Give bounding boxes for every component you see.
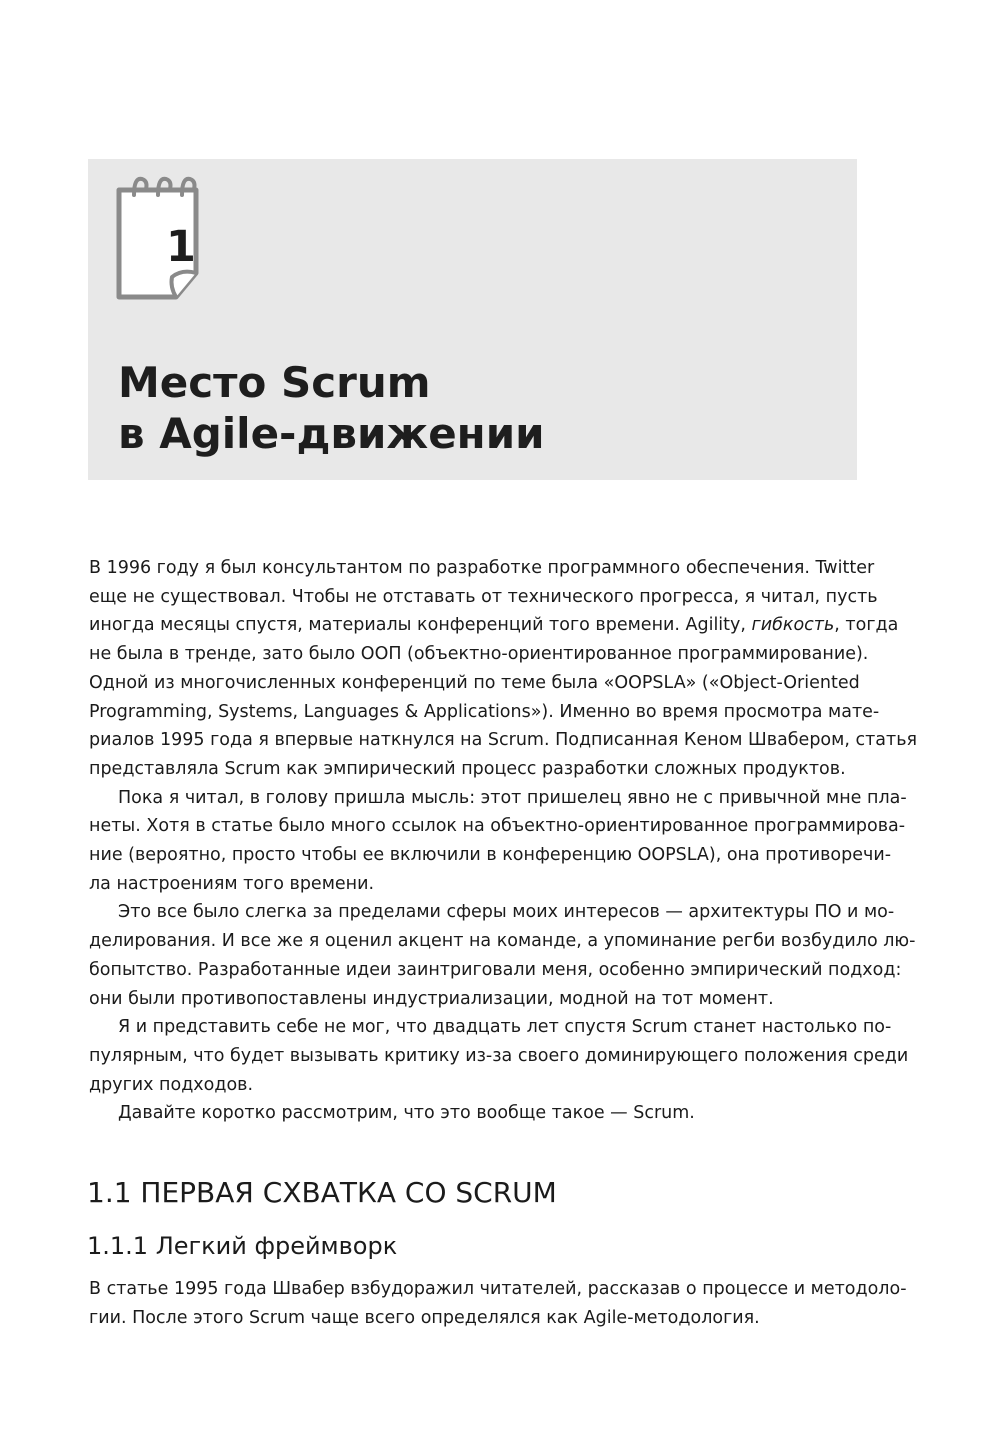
- text-line: риалов 1995 года я впервые наткнулся на Scrum. Подписанная Кеном Швабером, статья: [89, 730, 918, 751]
- paragraph: [89, 1013, 909, 1099]
- text-line: делирования. И все же я оценил акцент на команде, а упоминание регби возбудило лю-: [89, 931, 916, 952]
- text-line: ла настроениям того времени.: [89, 873, 375, 894]
- text-line: не была в тренде, зато было ООП (объектно-ориентированное программирование).: [89, 644, 869, 665]
- text-line: Я и представить себе не мог, что двадцать лет спустя Scrum станет настолько по-: [118, 1017, 892, 1038]
- chapter-number: 1: [166, 222, 196, 272]
- paragraph: [89, 554, 918, 784]
- text-line: неты. Хотя в статье было много ссылок на объектно-ориентированное программирова-: [89, 816, 906, 837]
- text-line: они были противопоставлены индустриализации, модной на тот момент.: [89, 988, 774, 1009]
- chapter-title-line: Место Scrum: [118, 358, 431, 407]
- text-line: Одной из многочисленных конференций по теме была «OOPSLA» («Object-Oriented: [89, 672, 860, 693]
- chapter-header: [88, 159, 857, 480]
- intro-text: [89, 554, 918, 1128]
- text-line: представляла Scrum как эмпирический процесс разработки сложных продуктов.: [89, 758, 846, 779]
- text-line: [89, 611, 899, 640]
- paragraph: [89, 784, 907, 899]
- text-line: В статье 1995 года Швабер взбудоражил читателей, рассказав о процессе и методоло-: [89, 1279, 907, 1299]
- text-line: Пока я читал, в голову пришла мысль: этот пришелец явно не с привычной мне пла-: [118, 787, 907, 808]
- text-line: гии. После этого Scrum чаще всего определялся как Agile-методология.: [89, 1307, 760, 1328]
- chapter-title: [118, 357, 545, 459]
- text-line: бопытство. Разработанные идеи заинтриговали меня, особенно эмпирический подход:: [89, 959, 902, 980]
- text-line: Давайте коротко рассмотрим, что это вообще такое — Scrum.: [118, 1103, 695, 1124]
- section-text: [89, 1275, 907, 1332]
- text-line: других подходов.: [89, 1074, 254, 1095]
- chapter-title-line: в Agile-движении: [118, 409, 545, 458]
- paragraph: [89, 898, 916, 1013]
- italic-term: гибкость: [751, 615, 835, 636]
- notepad-icon: [112, 173, 204, 301]
- text-line: ние (вероятно, просто чтобы ее включили в конференцию OOPSLA), она противоречи-: [89, 845, 892, 866]
- text-fragment: иногда месяцы спустя, материалы конференций того времени. Agility,: [89, 615, 752, 636]
- text-line: пулярным, что будет вызывать критику из-за своего доминирующего положения среди: [89, 1045, 909, 1066]
- paragraph: [89, 1099, 857, 1128]
- text-fragment: , тогда: [834, 615, 899, 636]
- text-line: еще не существовал. Чтобы не отставать от технического прогресса, я читал, пусть: [89, 586, 878, 607]
- text-line: В 1996 году я был консультантом по разработке программного обеспечения. Twitter: [89, 558, 875, 578]
- subsection-heading: 1.1.1 Легкий фреймворк: [87, 1232, 398, 1260]
- text-line: Programming, Systems, Languages & Applications»). Именно во время просмотра мате-: [89, 701, 880, 722]
- section-heading: 1.1 ПЕРВАЯ СХВАТКА СО SCRUM: [87, 1176, 557, 1209]
- text-line: Это все было слегка за пределами сферы моих интересов — архитектуры ПО и мо-: [118, 902, 895, 923]
